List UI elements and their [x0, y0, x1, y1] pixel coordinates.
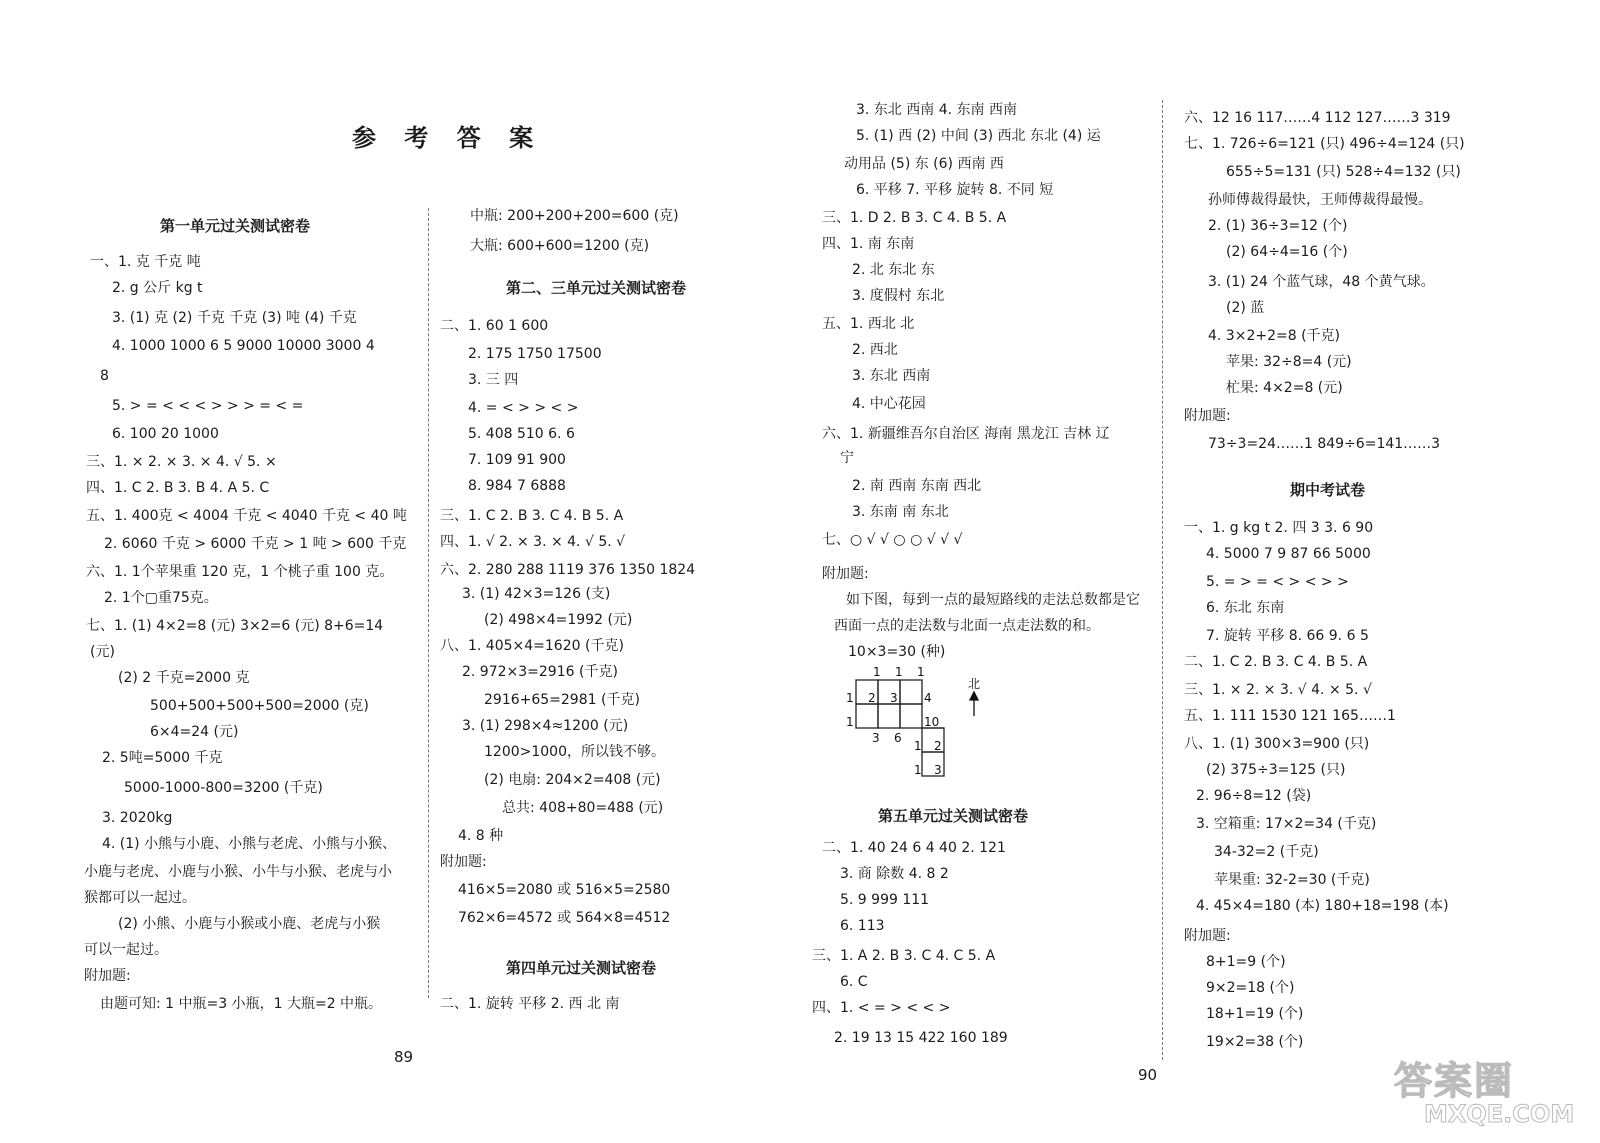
section-heading: 第二、三单元过关测试密卷	[506, 279, 687, 297]
answer-line: 73÷3=24……1 849÷6=141……3	[1208, 436, 1441, 452]
answer-line: 六、2. 280 288 1119 376 1350 1824	[440, 562, 696, 578]
answer-line: 5000-1000-800=3200 (千克)	[124, 780, 323, 796]
answer-line: 5. = > = < > < > >	[1206, 574, 1349, 590]
answer-line: 一、1. 克 千克 吨	[90, 254, 201, 270]
watermark-logo	[1388, 1050, 1588, 1135]
answer-line: 三、1. C 2. B 3. C 4. B 5. A	[440, 508, 624, 524]
answer-line: 附加题:	[1184, 928, 1231, 944]
column-divider-right	[1162, 100, 1163, 1060]
answer-line: 6. 113	[840, 918, 885, 934]
answer-line: 一、1. g kg t 2. 四 3 3. 6 90	[1184, 520, 1374, 536]
grid-num: 6	[894, 731, 902, 745]
grid-num: 1	[846, 691, 854, 705]
answer-line: 2. 南 西南 东南 西北	[852, 478, 982, 494]
answer-line: (2) 64÷4=16 (个)	[1226, 244, 1348, 260]
answer-line: 3. 东南 南 东北	[852, 504, 949, 520]
answer-line: 四、1. 南 东南	[822, 236, 915, 252]
answer-line: 西面一点的走法数与北面一点走法数的和。	[834, 618, 1100, 634]
answer-line: 杧果: 4×2=8 (元)	[1226, 380, 1343, 396]
answer-line: (2) 电扇: 204×2=408 (元)	[484, 772, 661, 788]
answer-line: 附加题:	[1184, 408, 1231, 424]
answer-line: 6×4=24 (元)	[150, 724, 239, 740]
section-heading: 期中考试卷	[1290, 481, 1366, 499]
grid-svg	[844, 664, 994, 784]
answer-line: 四、1. < = > < < >	[812, 1000, 951, 1016]
answer-line: 5. 408 510 6. 6	[468, 426, 575, 442]
answer-line: 2. 96÷8=12 (袋)	[1196, 788, 1312, 804]
answer-line: 由题可知: 1 中瓶=3 小瓶，1 大瓶=2 中瓶。	[100, 996, 383, 1012]
answer-line: 小鹿与老虎、小鹿与小猴、小牛与小猴、老虎与小	[84, 864, 392, 880]
answer-line: 动用品 (5) 东 (6) 西南 西	[844, 156, 1004, 172]
answer-line: 7. 旋转 平移 8. 66 9. 6 5	[1206, 628, 1369, 644]
answer-line: 5. > = < < < > > > = < =	[112, 398, 304, 414]
answer-line: 总共: 408+80=488 (元)	[502, 800, 664, 816]
answer-line: 三、1. A 2. B 3. C 4. C 5. A	[812, 948, 996, 964]
page-title: 参 考 答 案	[352, 124, 544, 152]
grid-num: 1	[846, 715, 854, 729]
answer-line: 八、1. (1) 300×3=900 (只)	[1184, 736, 1370, 752]
answer-line: 五、1. 西北 北	[822, 316, 915, 332]
grid-num: 1	[873, 665, 881, 679]
answer-line: 大瓶: 600+600=1200 (克)	[470, 238, 650, 254]
north-arrow-icon	[970, 692, 978, 700]
answer-line: 762×6=4572 或 564×8=4512	[458, 910, 671, 926]
answer-line: 2. 北 东北 东	[852, 262, 935, 278]
answer-line: 七、1. 726÷6=121 (只) 496÷4=124 (只)	[1184, 136, 1465, 152]
answer-line: 可以一起过。	[84, 942, 168, 958]
answer-line: 八、1. 405×4=1620 (千克)	[440, 638, 624, 654]
answer-line: 2. g 公斤 kg t	[112, 280, 203, 296]
grid-num: 1	[895, 665, 903, 679]
answer-line: 4. 45×4=180 (本) 180+18=198 (本)	[1196, 898, 1449, 914]
answer-line: 四、1. C 2. B 3. B 4. A 5. C	[86, 480, 270, 496]
answer-line: 四、1. √ 2. × 3. × 4. √ 5. √	[440, 534, 626, 550]
answer-line: 2. 1个▢重75克。	[104, 590, 218, 606]
answer-line: 10×3=30 (种)	[848, 644, 946, 660]
answer-line: 孙师傅裁得最快，王师傅裁得最慢。	[1208, 192, 1432, 208]
answer-line: 苹果: 32÷8=4 (元)	[1226, 354, 1352, 370]
answer-line: 2916+65=2981 (千克)	[484, 692, 640, 708]
compass-label: 北	[968, 677, 981, 691]
answer-line: 8+1=9 (个)	[1206, 954, 1286, 970]
answer-line: 2. 972×3=2916 (千克)	[462, 664, 618, 680]
answer-line: 3. 东北 西南	[852, 368, 931, 384]
watermark-url: MXQE.COM	[1424, 1100, 1575, 1128]
answer-line: 七、○ √ √ ○ ○ √ √ √	[822, 532, 963, 548]
answer-line: 3. 2020kg	[102, 810, 173, 826]
grid-num: 3	[872, 731, 880, 745]
answer-line: (2) 498×4=1992 (元)	[484, 612, 633, 628]
answer-line: 3. (1) 298×4≈1200 (元)	[462, 718, 629, 734]
grid-num: 2	[868, 691, 876, 705]
answer-line: 三、1. D 2. B 3. C 4. B 5. A	[822, 210, 1007, 226]
grid-num: 10	[924, 715, 940, 729]
answer-line: 4. 8 种	[458, 828, 504, 844]
page-number-left: 89	[394, 1048, 414, 1066]
answer-line: 655÷5=131 (只) 528÷4=132 (只)	[1226, 164, 1461, 180]
answer-line: 3. 度假村 东北	[852, 288, 945, 304]
answer-line: 4. 3×2+2=8 (千克)	[1208, 328, 1341, 344]
answer-line: 1200>1000，所以钱不够。	[484, 744, 665, 760]
answer-line: 4. 5000 7 9 87 66 5000	[1206, 546, 1371, 562]
grid-num: 3	[890, 691, 898, 705]
answer-line: (2) 小熊、小鹿与小猴或小鹿、老虎与小猴	[118, 916, 381, 932]
answer-line: 6. 东北 东南	[1206, 600, 1285, 616]
answer-line: 3. (1) 克 (2) 千克 千克 (3) 吨 (4) 千克	[112, 310, 357, 326]
answer-line: 二、1. 60 1 600	[440, 318, 549, 334]
grid-num: 3	[934, 763, 942, 777]
answer-line: 6. 平移 7. 平移 旋转 8. 不同 短	[856, 182, 1054, 198]
answer-line: 3. (1) 42×3=126 (支)	[462, 586, 611, 602]
answer-line: 六、12 16 117……4 112 127……3 319	[1184, 110, 1451, 126]
answer-line: 五、1. 111 1530 121 165……1	[1184, 708, 1396, 724]
grid-num: 1	[914, 763, 922, 777]
answer-line: 500+500+500+500=2000 (克)	[150, 698, 369, 714]
answer-line: 34-32=2 (千克)	[1214, 844, 1319, 860]
answer-line: 4. = < > > < >	[468, 400, 579, 416]
answer-line: 附加题:	[440, 854, 487, 870]
answer-line: 3. 三 四	[468, 372, 519, 388]
answer-line: 3. 空箱重: 17×2=34 (千克)	[1196, 816, 1377, 832]
answer-line: 三、1. × 2. × 3. √ 4. × 5. √	[1184, 682, 1372, 698]
answer-line: 416×5=2080 或 516×5=2580	[458, 882, 671, 898]
column-divider-left	[428, 208, 429, 998]
watermark-text: 答案圈	[1394, 1059, 1515, 1103]
answer-line: 五、1. 400克 < 4004 千克 < 4040 千克 < 40 吨	[86, 508, 407, 524]
answer-line: 二、1. 40 24 6 4 40 2. 121	[822, 840, 1006, 856]
answer-line: 三、1. × 2. × 3. × 4. √ 5. ×	[86, 454, 277, 470]
answer-line: 2. 175 1750 17500	[468, 346, 602, 362]
answer-line: 宁	[840, 450, 854, 466]
answer-line: 如下图，每到一点的最短路线的走法总数都是它	[846, 592, 1140, 608]
answer-line: 2. 19 13 15 422 160 189	[834, 1030, 1008, 1046]
answer-line: 中瓶: 200+200+200=600 (克)	[470, 208, 679, 224]
answer-line: 4. 1000 1000 6 5 9000 10000 3000 4	[112, 338, 375, 354]
answer-line: 8. 984 7 6888	[468, 478, 566, 494]
grid-num: 1	[917, 665, 925, 679]
answer-line: (2) 蓝	[1226, 300, 1265, 316]
answer-line: (2) 2 千克=2000 克	[118, 670, 250, 686]
answer-line: 4. 中心花园	[852, 396, 926, 412]
answer-line: 二、1. C 2. B 3. C 4. B 5. A	[1184, 654, 1368, 670]
grid-num: 4	[924, 691, 932, 705]
answer-line: 7. 109 91 900	[468, 452, 566, 468]
answer-line: 18+1=19 (个)	[1206, 1006, 1304, 1022]
answer-line: 4. (1) 小熊与小鹿、小熊与老虎、小熊与小猴、	[102, 836, 397, 852]
grid-num: 1	[914, 739, 922, 753]
answer-line: 6. C	[840, 974, 868, 990]
answer-line: 猴都可以一起过。	[84, 890, 196, 906]
answer-line: (元)	[90, 644, 115, 660]
grid-num: 2	[934, 739, 942, 753]
page-number-right: 90	[1138, 1066, 1158, 1084]
answer-line: 六、1. 1个苹果重 120 克，1 个桃子重 100 克。	[86, 564, 394, 580]
answer-line: 七、1. (1) 4×2=8 (元) 3×2=6 (元) 8+6=14	[86, 618, 384, 634]
answer-line: 5. 9 999 111	[840, 892, 930, 908]
answer-line: 苹果重: 32-2=30 (千克)	[1214, 872, 1370, 888]
section-heading: 第四单元过关测试密卷	[506, 959, 657, 977]
answer-line: 3. 商 除数 4. 8 2	[840, 866, 949, 882]
shortest-path-grid-figure	[844, 664, 994, 784]
answer-line: 2. 5吨=5000 千克	[102, 750, 223, 766]
answer-line: 二、1. 旋转 平移 2. 西 北 南	[440, 996, 620, 1012]
answer-line: 19×2=38 (个)	[1206, 1034, 1304, 1050]
answer-line: 5. (1) 西 (2) 中间 (3) 西北 东北 (4) 运	[856, 128, 1101, 144]
answer-line: 2. 6060 千克 > 6000 千克 > 1 吨 > 600 千克	[104, 536, 407, 552]
answer-line: 2. 西北	[852, 342, 898, 358]
section-heading: 第五单元过关测试密卷	[878, 807, 1029, 825]
answer-line: 8	[100, 368, 109, 384]
answer-line: (2) 375÷3=125 (只)	[1206, 762, 1346, 778]
answer-line: 六、1. 新疆维吾尔自治区 海南 黑龙江 吉林 辽	[822, 426, 1110, 442]
answer-line: 附加题:	[84, 968, 131, 984]
answer-line: 附加题:	[822, 566, 869, 582]
section-heading: 第一单元过关测试密卷	[160, 217, 311, 235]
answer-line: 3. 东北 西南 4. 东南 西南	[856, 102, 1017, 118]
answer-line: 6. 100 20 1000	[112, 426, 219, 442]
answer-line: 2. (1) 36÷3=12 (个)	[1208, 218, 1348, 234]
answer-line: 3. (1) 24 个蓝气球，48 个黄气球。	[1208, 274, 1435, 290]
answer-line: 9×2=18 (个)	[1206, 980, 1295, 996]
